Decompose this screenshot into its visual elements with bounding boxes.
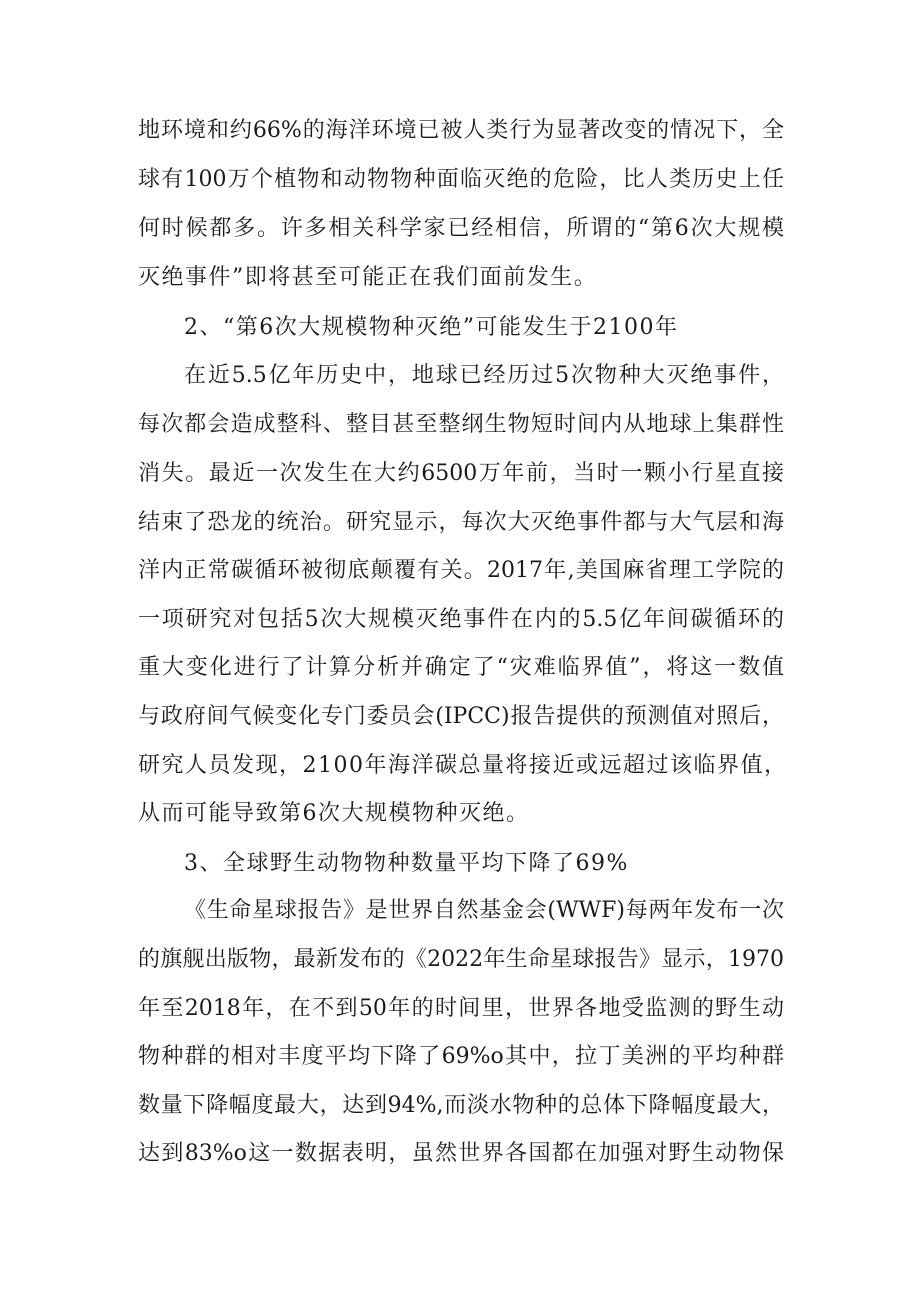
text-line: 地环境和约66%的海洋环境已被人类行为显著改变的情况下，全 bbox=[138, 118, 784, 143]
section-heading: 2、“第6次大规模物种灭绝”可能发生于2100年 bbox=[184, 315, 679, 340]
text-line: 一项研究对包括5次大规模灭绝事件在内的5.5亿年间碳循环的 bbox=[138, 607, 784, 632]
text-line: 消失。最近一次发生在大约6500万年前，当时一颗小行星直接 bbox=[138, 461, 784, 486]
text-line: 结束了恐龙的统治。研究显示，每次大灭绝事件都与大气层和海 bbox=[138, 510, 784, 535]
text-line: 何时候都多。许多相关科学家已经相信，所谓的“第6次大规模 bbox=[138, 216, 784, 241]
text-line: 从而可能导致第6次大规模物种灭绝。 bbox=[138, 801, 530, 826]
text-line: 数量下降幅度最大，达到94%,而淡水物种的总体下降幅度最大， bbox=[138, 1093, 784, 1118]
text-line: 与政府间气候变化专门委员会(IPCC)报告提供的预测值对照后， bbox=[138, 704, 784, 729]
text-line: 在近5.5亿年历史中，地球已经历过5次物种大灭绝事件， bbox=[184, 363, 784, 388]
text-line: 《生命星球报告》是世界自然基金会(WWF)每两年发布一次 bbox=[184, 898, 784, 923]
text-line: 洋内正常碳循环被彻底颠覆有关。2017年,美国麻省理工学院的 bbox=[138, 558, 784, 583]
text-line: 重大变化进行了计算分析并确定了“灾难临界值”，将这一数值 bbox=[138, 655, 784, 680]
text-line: 物种群的相对丰度平均下降了69%o其中，拉丁美洲的平均种群 bbox=[138, 1044, 784, 1069]
text-line: 年至2018年，在不到50年的时间里，世界各地受监测的野生动 bbox=[138, 996, 784, 1021]
text-line: 研究人员发现，2100年海洋碳总量将接近或远超过该临界值， bbox=[138, 753, 788, 778]
section-heading: 3、全球野生动物物种数量平均下降了69% bbox=[184, 851, 629, 876]
text-line: 达到83%o这一数据表明，虽然世界各国都在加强对野生动物保 bbox=[138, 1141, 784, 1166]
text-line: 球有100万个植物和动物物种面临灭绝的危险，比人类历史上任 bbox=[138, 167, 784, 192]
text-line: 的旗舰出版物，最新发布的《2022年生命星球报告》显示，1970 bbox=[138, 947, 784, 972]
text-line: 每次都会造成整科、整目甚至整纲生物短时间内从地球上集群性 bbox=[138, 412, 784, 437]
text-line: 灭绝事件”即将甚至可能正在我们面前发生。 bbox=[138, 265, 598, 290]
